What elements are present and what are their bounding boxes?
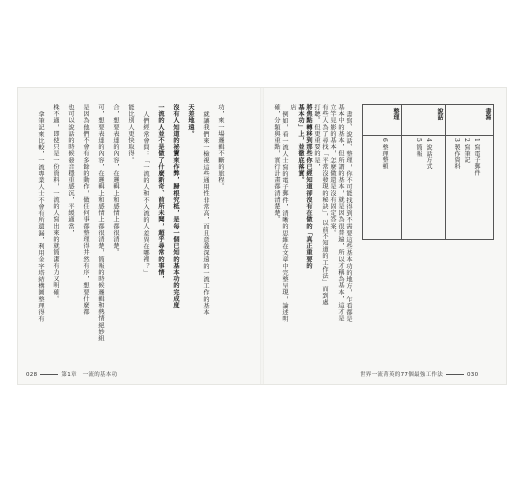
table-item: 1 寫電子郵件	[473, 138, 480, 176]
skills-table	[362, 104, 494, 240]
text-column: 例如，看一流人士寫的電子郵件，清晰的思維在文章中完整呈現，論述明	[281, 111, 288, 323]
text-column: 打聽。但更重要的是，	[313, 104, 320, 170]
text-column: 天差地遠。	[187, 104, 194, 137]
text-column: 拿筆記來比較，一流專業人士不會有所遺漏，利用金字塔結構圖整理得有	[37, 111, 44, 323]
table-item: 6 整理整頓	[381, 138, 388, 170]
table-header-rule	[363, 135, 493, 136]
text-column: 一流的人並不是做了什麼新奇、前所未聞，超乎尋常的事情，	[157, 104, 164, 283]
text-column: 基本功」上，並徹底落實。	[297, 104, 304, 184]
text-column: 合，想要表達的內容，在邏輯上和感情上都很清楚。	[112, 104, 119, 256]
text-column: 店	[289, 104, 296, 111]
left-chapter-title: 第1章 一流的基本功	[61, 372, 118, 378]
table-item: 4 說話方式	[425, 138, 432, 170]
text-column: 能比別人更快取得。	[127, 104, 134, 164]
table-heading: 整理	[392, 108, 399, 121]
text-column: 書寫、說話、整理，你不可能找得到不需要這些基本功的地方，乍看都是	[345, 111, 352, 323]
right-book-title: 世界一流菁英的77個最強工作法	[360, 372, 443, 378]
text-column: 株不適，即使只是一份資料，一流的人寫出來的就簡潔有力又明確。	[52, 104, 59, 302]
text-column: 有些人為了尋找「平常沒發現的秘訣」，以前不知道的工作法」而到處	[321, 104, 328, 306]
text-column: 確，分類與重點，實行計畫都清清楚楚。	[273, 104, 280, 223]
table-heading: 書寫	[484, 108, 491, 121]
text-column: 是因為他們不會有多餘的動作，做任何事都整理得井然有序，想要什麼都	[82, 104, 89, 316]
table-heading: 說話	[436, 108, 443, 121]
text-column: 將焦點轉移到那些你已經知道卻沒有在做的「真正重要的	[305, 104, 312, 269]
left-folio	[26, 370, 117, 378]
book-spread	[18, 88, 506, 384]
right-folio	[360, 370, 478, 378]
left-page-number: 028	[26, 372, 38, 378]
table-divider	[445, 105, 446, 239]
text-column: 功，來一場邏輯不斷的旅程。	[217, 104, 224, 190]
table-item: 2 寫筆記	[463, 138, 470, 164]
text-column: 也可以說話的時候發音穩重感沉，平緩適當，	[67, 104, 74, 236]
text-column: 可，想要表達的內容，在邏輯上和感情上都很清楚，簡報的時候邏輯和熱情絕妙組	[97, 104, 104, 342]
right-page	[262, 88, 506, 384]
table-item: 5 簡報	[415, 138, 422, 157]
right-page-number: 030	[467, 372, 479, 378]
left-page	[18, 88, 262, 384]
text-column: 人們經常會問：「一流的人和不入流的人差異在哪裡？」	[142, 111, 149, 276]
table-divider	[401, 105, 402, 239]
text-column: 就讓我們來一檢視這些通用性非常高，而且意義深遠的一流工作的基本	[202, 111, 209, 316]
text-column: 立竿見影的基本，怎麼做還是沒有固定答案。	[329, 104, 336, 236]
table-item: 3 製作資料	[453, 138, 460, 170]
text-column: 沒有人知道的祕寶來作弊，歸根究柢，是每一個已知的基本功的完成度	[172, 104, 179, 309]
text-column: 基本中的基本，但所謂的基本，就是因為很普遍，所以才稱為基本，這才是	[337, 104, 344, 322]
